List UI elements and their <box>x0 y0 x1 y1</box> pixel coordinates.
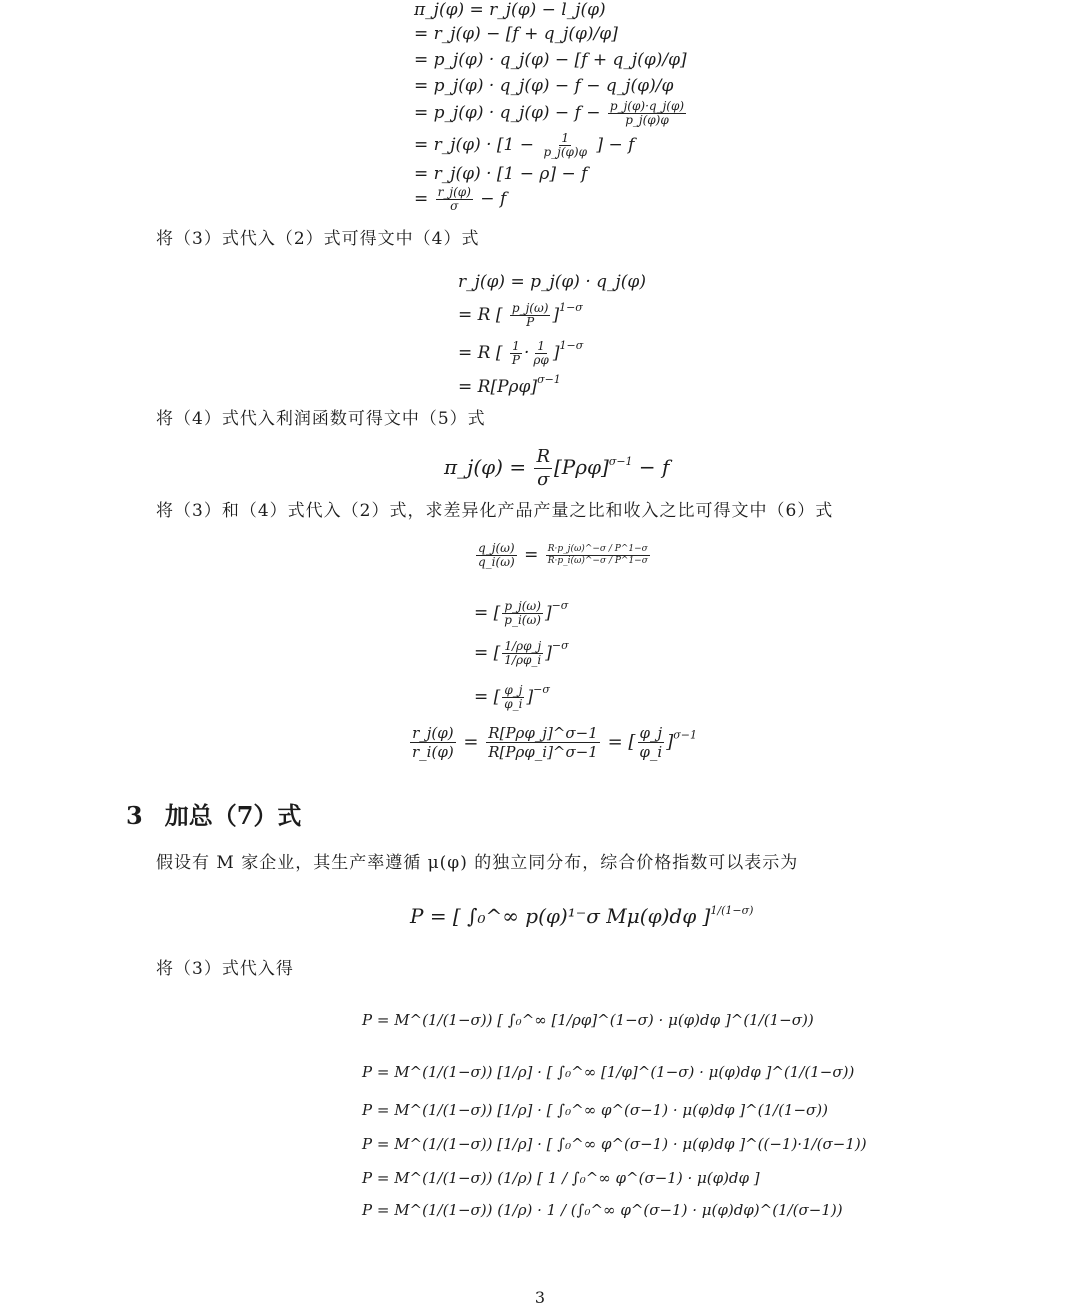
fraction-denominator: r_i(φ) <box>412 743 454 761</box>
equation-line: P = M^(1/(1−σ)) [ ∫₀^∞ [1/ρφ]^(1−σ) · μ(φ)dφ ]^(1/(1−σ)) <box>362 1011 814 1029</box>
equation-line: = R [ $\frac{p\_j(\omega)}{P}$ ]$^{1-\sigma}$ <box>458 301 583 329</box>
equation-line: $\frac{q\_j(\omega)}{q\_i(\omega)}$ = $\frac{R\cdot p\_j(\omega)\^{}-\sigma / P\^{}1-\sigma}{R\cdot p\_i(\omega)\^{}-\sigma / P\^{}1-\sigma}$ <box>478 541 648 569</box>
section-heading <box>126 796 301 831</box>
equation-line: = p_j(φ) · q_j(φ) − f − q_j(φ)/φ <box>414 76 674 96</box>
fraction <box>502 684 524 711</box>
section-title: 加总（7）式 <box>164 801 302 830</box>
equation-line: P = M^(1/(1−σ)) [1/ρ] · [ ∫₀^∞ φ^(σ−1) · μ(φ)dφ ]^(1/(1−σ)) <box>362 1101 828 1119</box>
equation-line: = [ $\frac{p\_j(\omega)}{p\_i(\omega)}$ ]$^{-\sigma}$ <box>474 599 569 627</box>
equation-text: ] − f <box>596 135 635 155</box>
equation-line: P = M^(1/(1−σ)) (1/ρ) · 1 / (∫₀^∞ φ^(σ−1) · μ(φ)dφ)^(1/(σ−1)) <box>362 1201 843 1219</box>
superscript: −σ <box>533 683 550 696</box>
equation-text: = R[Pρφ] <box>458 377 538 397</box>
fraction <box>486 724 600 761</box>
fraction-numerator: q_j(ω) <box>478 541 515 555</box>
superscript: σ−1 <box>537 373 561 386</box>
fraction-denominator: R·p_i(ω)^−σ / P^1−σ <box>547 556 648 566</box>
equation-5 <box>444 446 669 491</box>
equation-line: = [ $\frac{\varphi\_j}{\varphi\_i}$ ]$^{-\sigma}$ <box>474 683 550 711</box>
paragraph-text: 将（3）和（4）式代入（2）式，求差异化产品产量之比和收入之比可得文中（6）式 <box>156 501 834 521</box>
equation-text: P = [ ∫₀^∞ p(φ)¹⁻σ Mμ(φ)dφ ] <box>410 904 711 928</box>
fraction <box>546 544 650 567</box>
equation-line <box>414 100 688 127</box>
paragraph-text: 将（4）式代入利润函数可得文中（5）式 <box>156 409 486 429</box>
fraction <box>541 132 589 159</box>
fraction <box>502 640 543 667</box>
fraction-denominator: φ_i <box>639 743 663 761</box>
paragraph-text: 将（3）式代入（2）式可得文中（4）式 <box>156 229 480 249</box>
fraction-numerator: R·p_j(ω)^−σ / P^1−σ <box>547 544 648 554</box>
fraction-numerator: p_j(ω) <box>511 301 549 315</box>
equation-line: = p_j(φ) · q_j(φ) − [f + q_j(φ)/φ] <box>414 50 687 70</box>
fraction <box>531 340 550 367</box>
paragraph-text: 假设有 M 家企业，其生产率遵循 μ(φ) 的独立同分布，综合价格指数可以表示为 <box>156 853 799 873</box>
fraction-numerator: R <box>536 446 550 467</box>
fraction <box>534 446 552 491</box>
fraction-denominator: P <box>526 315 535 329</box>
fraction-denominator: φ_i <box>504 697 523 711</box>
fraction-numerator: 1/ρφ_j <box>504 639 542 653</box>
equation-text: = R [ <box>458 343 503 363</box>
equation-line <box>458 370 561 397</box>
equation-line <box>414 132 634 159</box>
equation-line <box>414 186 506 213</box>
fraction-numerator: 1 <box>537 339 545 353</box>
equation-line: P = M^(1/(1−σ)) [1/ρ] · [ ∫₀^∞ [1/φ]^(1−σ) · μ(φ)dφ ]^(1/(1−σ)) <box>362 1063 855 1081</box>
fraction-denominator: p_j(φ)φ <box>543 145 588 159</box>
fraction <box>637 724 664 761</box>
equation-text: = <box>414 189 429 209</box>
equation-text: − f <box>638 455 670 479</box>
page-number: 3 <box>534 1288 546 1307</box>
fraction-denominator: q_i(ω) <box>478 555 515 569</box>
equation-line: P = M^(1/(1−σ)) [1/ρ] · [ ∫₀^∞ φ^(σ−1) · μ(φ)dφ ]^((−1)·1/(σ−1)) <box>362 1135 867 1153</box>
fraction <box>410 724 456 761</box>
equation-7 <box>410 904 753 928</box>
fraction <box>608 100 686 127</box>
fraction-denominator: p_i(ω) <box>504 613 541 627</box>
fraction-denominator: ρφ <box>533 353 549 367</box>
equation-text: − f <box>480 189 507 209</box>
fraction-numerator: 1 <box>561 131 570 145</box>
fraction <box>510 340 522 367</box>
equation-text: [Pρφ] <box>554 455 609 479</box>
fraction <box>502 600 543 627</box>
section-number: 3 <box>126 801 143 830</box>
superscript: σ−1 <box>608 455 633 468</box>
superscript: 1−σ <box>559 339 584 352</box>
fraction-denominator: R[Pρφ_i]^σ−1 <box>488 743 598 761</box>
paragraph-text: 将（3）式代入得 <box>156 959 294 979</box>
equation-line: = r_j(φ) − [f + q_j(φ)/φ] <box>414 24 618 44</box>
equation-line: P = M^(1/(1−σ)) (1/ρ) [ 1 / ∫₀^∞ φ^(σ−1) · μ(φ)dφ ] <box>362 1169 760 1187</box>
equation-line: π_j(φ) = r_j(φ) − l_j(φ) <box>414 0 606 20</box>
fraction-numerator: φ_j <box>504 683 523 697</box>
equation-line: = [ $\frac{1/\rho\varphi\_j}{1/\rho\varphi\_i}$ ]$^{-\sigma}$ <box>474 639 569 667</box>
fraction-numerator: r_j(φ) <box>412 724 454 742</box>
equation-line: r_j(φ) = p_j(φ) · q_j(φ) <box>458 272 646 292</box>
equation-text: = R [ <box>458 305 503 325</box>
fraction-denominator: p_j(φ)φ <box>625 113 669 127</box>
superscript: 1−σ <box>559 301 583 314</box>
fraction-denominator: σ <box>537 469 550 490</box>
equation-text: π_j(φ) = <box>444 455 527 479</box>
equation-text: = p_j(φ) · q_j(φ) − f − <box>414 103 601 123</box>
fraction-denominator: 1/ρφ_i <box>504 653 542 667</box>
fraction-denominator: σ <box>450 199 459 213</box>
equation-revenue-ratio: $\frac{r\_j(\varphi)}{r\_i(\varphi)}$ = $\frac{\text{R[Pρφ\_j]\textasciicircum{}σ−1}}{\text{R[Pρφ\_i]\textasciicircum{}σ−1}}$ = [ $\frac{\varphi\_j}{\varphi\_i}$ ]$^{\sigma-1}$ <box>412 724 697 761</box>
fraction-numerator: R[Pρφ_j]^σ−1 <box>488 724 598 742</box>
fraction-numerator: p_j(ω) <box>504 599 541 613</box>
superscript: σ−1 <box>673 728 697 742</box>
fraction-numerator: r_j(φ) <box>437 185 471 199</box>
fraction-numerator: φ_j <box>639 724 663 742</box>
superscript: −σ <box>551 639 569 652</box>
equation-text: = r_j(φ) · [1 − <box>414 135 535 155</box>
fraction-denominator: P <box>511 353 520 367</box>
superscript: 1/(1−σ) <box>710 904 754 917</box>
equation-line: = r_j(φ) · [1 − ρ] − f <box>414 164 588 184</box>
superscript: −σ <box>551 599 569 612</box>
fraction <box>510 302 551 329</box>
equation-line: = R [ $\frac{1}{P}$ · $\frac{1}{\rho\varphi}$ ]$^{1-\sigma}$ <box>458 339 584 367</box>
fraction <box>436 186 473 213</box>
fraction <box>476 542 517 569</box>
fraction-numerator: 1 <box>512 339 520 353</box>
fraction-numerator: p_j(φ)·q_j(φ) <box>609 99 685 113</box>
